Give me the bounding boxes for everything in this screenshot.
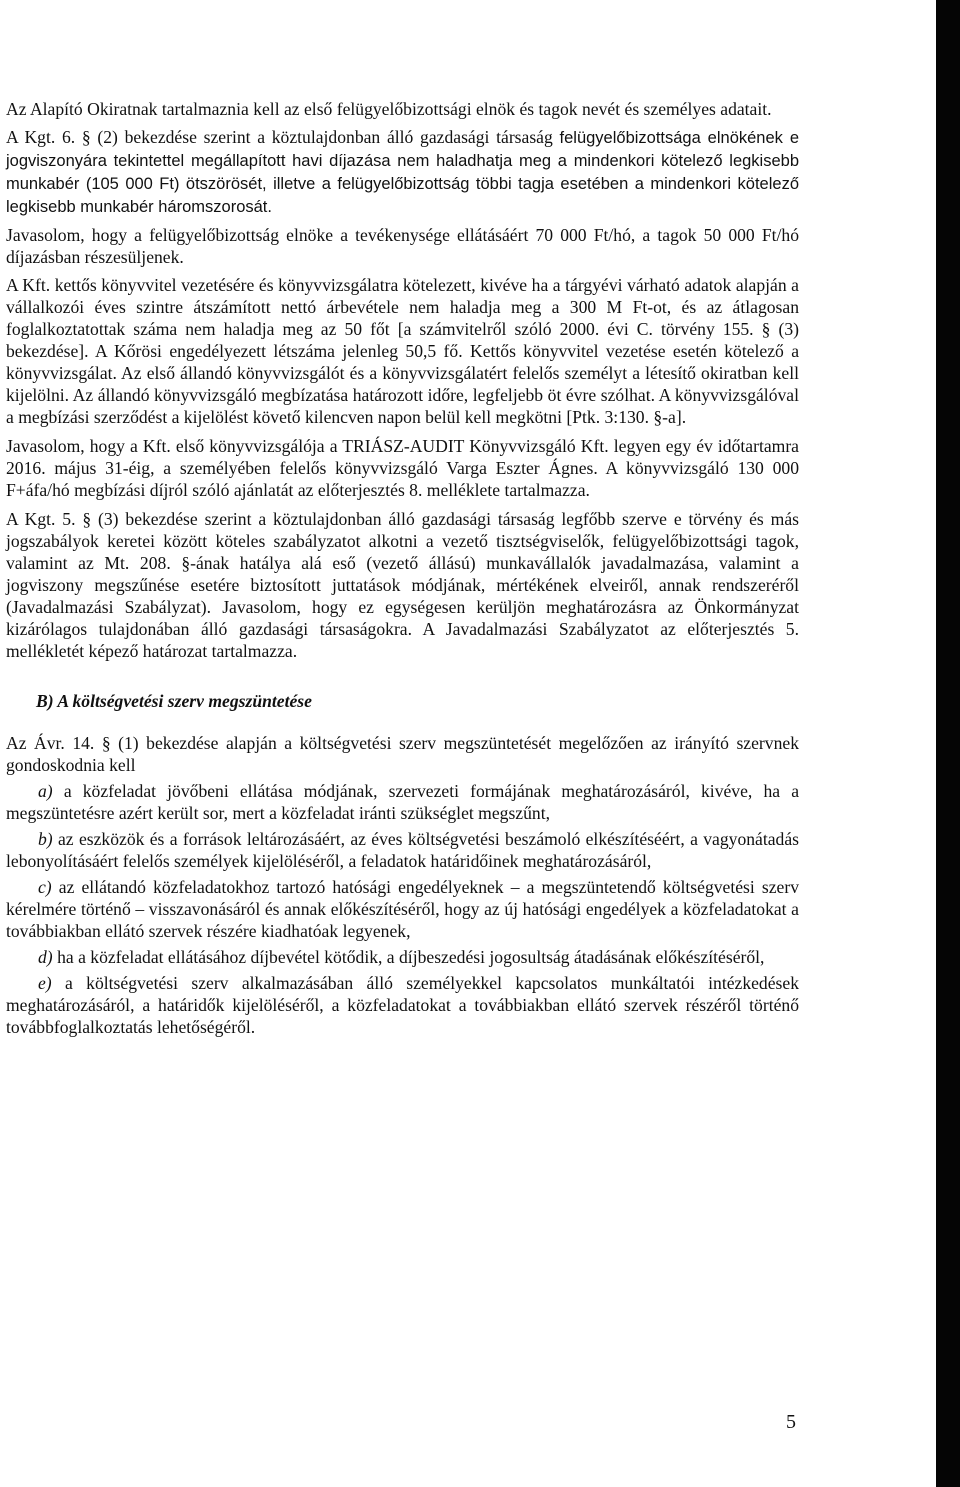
section-heading: B) A költségvetési szerv megszüntetése [36, 691, 312, 711]
list-item [6, 876, 799, 942]
paragraph-auditor-proposal: Javasolom, hogy a Kft. első könyvvizsgálója a TRIÁSZ-AUDIT Könyvvizsgáló Kft. legyen egy év időtartamra 2016. május 31-éig, a személyében felelős könyvvizsgáló Varga Eszter Ágnes. A könyvvizsgáló 130 000 F+áfa/hó megbízási díjról szóló ajánlatát az előterjesztés 8. melléklete tartalmazza. [6, 436, 799, 500]
list-item [6, 946, 799, 968]
list-item-label: d) [38, 947, 53, 967]
paragraph-continuation-text: felügyelőbizottsága elnökének e jogviszonyára tekintettel megállapított havi díjazása nem haladhatja meg a mindenkori kötelező legkisebb munkabér (105 000 Ft) ötszörösét, illetve a felügyelőbizottság többi tagja esetében a mindenkori kötelező legkisebb munkabér háromszorosát. [6, 129, 799, 216]
list-item-text: az ellátandó közfeladatokhoz tartozó hatósági engedélyeknek – a megszüntetendő költségvetési szerv kérelmére történő – visszavonásáról és annak előkészítéséről, hogy az új hatósági engedélyek a közfeladatokat a továbbiakban ellátó szervek részére kiadhatóak legyenek, [6, 877, 799, 941]
list-item-label: e) [38, 973, 52, 993]
paragraph-supervisory-board-pay [6, 126, 799, 218]
list-item-label: b) [38, 829, 53, 849]
list-item [6, 972, 799, 1038]
document-body [6, 98, 799, 1038]
paragraph-accounting-obligation: A Kft. kettős könyvvitel vezetésére és könyvvizsgálatra kötelezett, kivéve ha a tárgyévi várható adatok alapján a vállalkozói éves szintre átszámított nettó árbevétele nem haladja meg a 300 M Ft-ot, és az átlagosan foglalkoztatottak száma nem haladja meg az 50 főt [a számvitelről szóló 2000. évi C. törvény 155. § (3) bekezdése]. A Kőrösi engedélyezett létszáma jelenleg 50,5 fő. Kettős könyvvitel vezetése esetén kötelező a könyvvizsgálat. Az első állandó könyvvizsgálót és a könyvvizsgálatért felelős személyt a létesítő okiratban kell kijelölni. Az állandó könyvvizsgáló megbízatása határozott időre, legfeljebb öt évre szólhat. A könyvvizsgálóval a megbízási szerződést a kijelölést követő kilencven napon belül kell megkötni [Ptk. 3:130. §-a]. [6, 275, 799, 427]
list-item [6, 828, 799, 872]
paragraph-board-fee-proposal: Javasolom, hogy a felügyelőbizottság elnöke a tevékenysége ellátásáért 70 000 Ft/hó, a tagok 50 000 Ft/hó díjazásban részesüljenek. [6, 225, 799, 267]
list-item-label: c) [38, 877, 52, 897]
paragraph-lead-text: A Kgt. 6. § (2) bekezdése szerint a köztulajdonban álló gazdasági társaság [6, 127, 553, 147]
paragraph-founding-charter: Az Alapító Okiratnak tartalmaznia kell az első felügyelőbizottsági elnök és tagok nevét és személyes adatait. [6, 99, 772, 119]
list-item-text: a közfeladat jövőbeni ellátása módjának, szervezeti formájának meghatározásáról, kivéve, ha a megszüntetésre azért került sor, mert a közfeladat iránti szükséglet megszűnt, [6, 781, 799, 823]
paragraph-remuneration-policy: A Kgt. 5. § (3) bekezdése szerint a köztulajdonban álló gazdasági társaság legfőbb szerve e törvény és más jogszabályok keretei között köteles szabályzatot alkotni a vezető tisztségviselők, felügyelőbizottsági tagok, valamint az Mt. 208. §-ának hatálya alá eső (vezető állású) munkavállalók javadalmazása, valamint a jogviszony megszűnése esetére biztosított juttatások módjának, mértékének elveiről, annak rendszeréről (Javadalmazási Szabályzat). Javasolom, hogy ez egységesen kerüljön meghatározásra az Önkormányzat kizárólagos tulajdonában álló gazdasági társaságokra. A Javadalmazási Szabályzatot az előterjesztés 5. mellékletét képező határozat tartalmazza. [6, 509, 799, 661]
list-item-text: ha a közfeladat ellátásához díjbevétel kötődik, a díjbeszedési jogosultság átadásának előkészítéséről, [57, 947, 765, 967]
list-item-label: a) [38, 781, 53, 801]
list-item [6, 780, 799, 824]
scan-page-edge [936, 0, 960, 1487]
section-intro: Az Ávr. 14. § (1) bekezdése alapján a költségvetési szerv megszüntetését megelőzően az irányító szervnek gondoskodnia kell [6, 733, 799, 775]
page-number: 5 [786, 1411, 796, 1433]
list-item-text: a költségvetési szerv alkalmazásában álló személyekkel kapcsolatos munkáltatói intézkedések meghatározásáról, a határidők kijelöléséről, a közfeladatokat a továbbiakban ellátó szervek részéről történő továbbfoglalkoztatás lehetőségéről. [6, 973, 799, 1037]
list-item-text: az eszközök és a források leltározásáért, az éves költségvetési beszámoló elkészítéséért, a vagyonátadás lebonyolításáért felelős személyek kijelöléséről, a feladatok határidőinek meghatározásáról, [6, 829, 799, 871]
